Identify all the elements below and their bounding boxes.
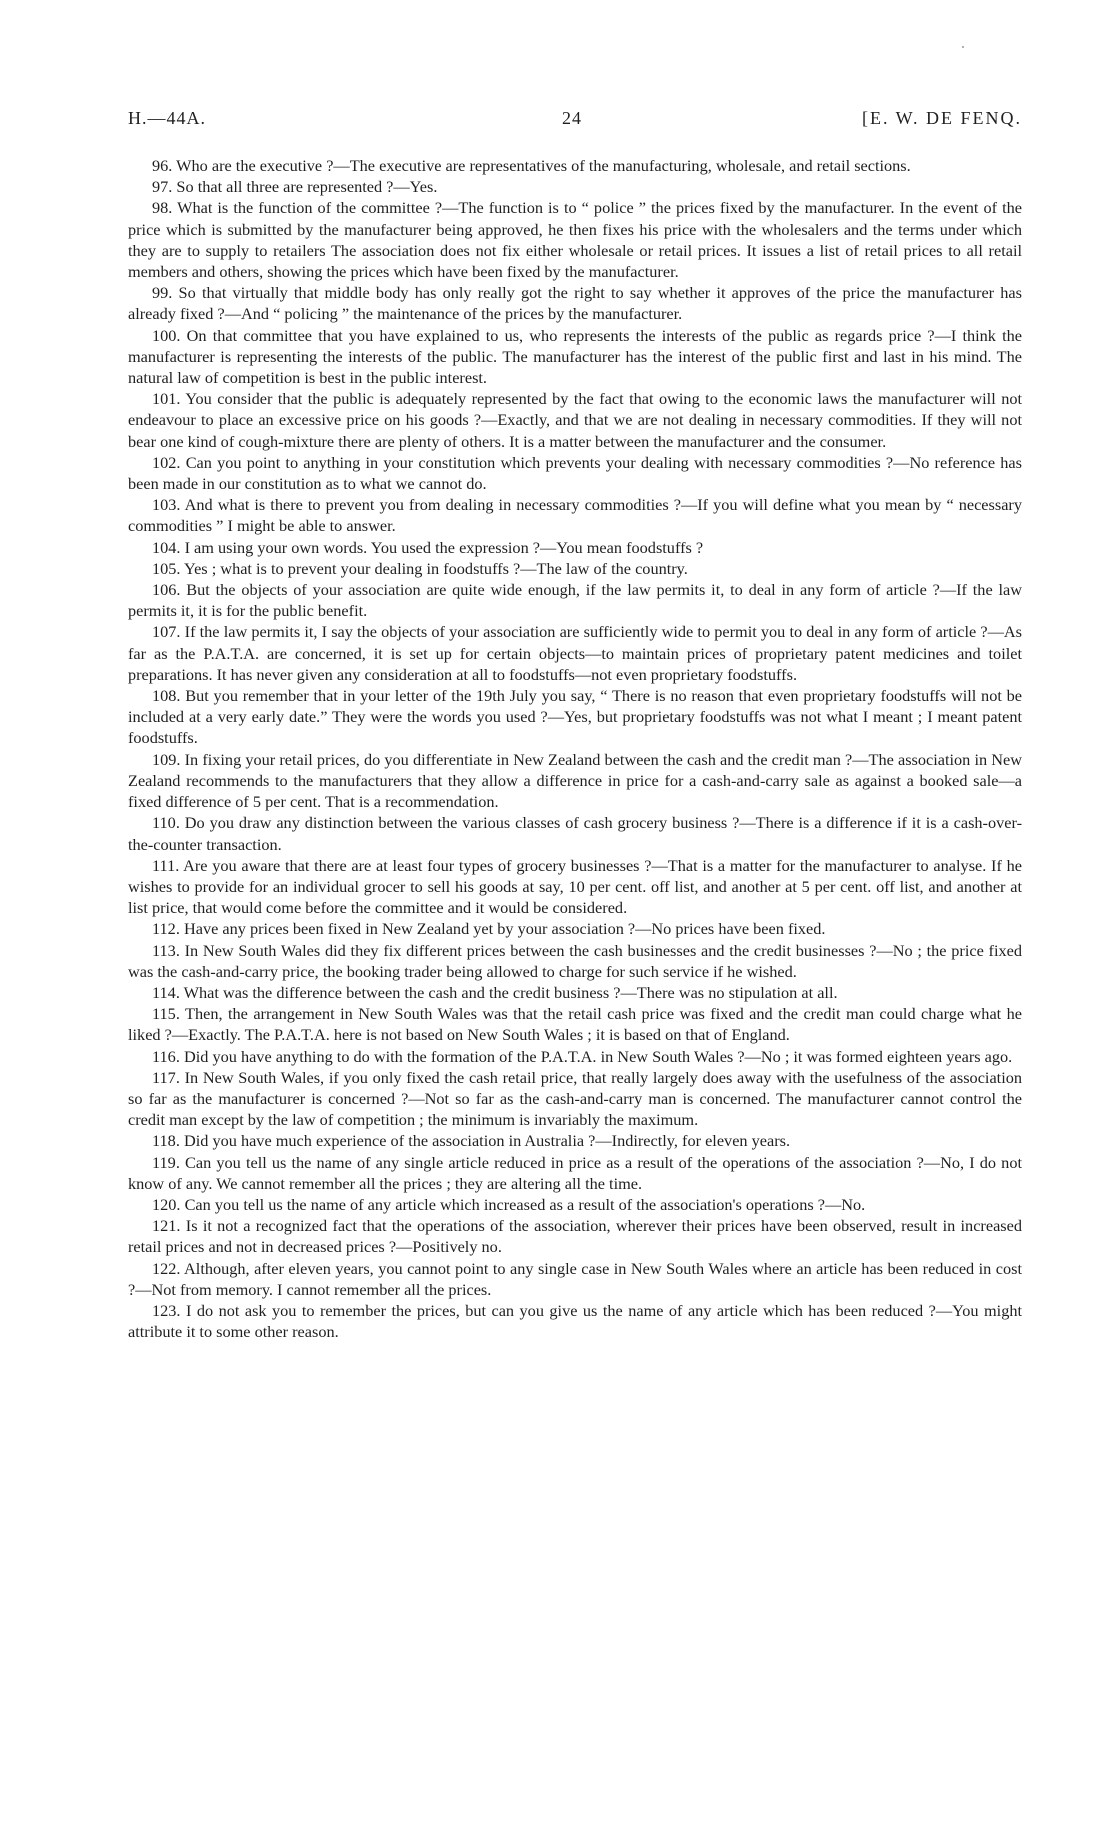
question-102: 102. Can you point to anything in your constitution which prevents your dealing with necessary commodities ?—No reference has been made in our constitution as to what we cannot do.	[128, 452, 1022, 494]
question-100: 100. On that committee that you have explained to us, who represents the interests of the public as regards price ?—I think the manufacturer is representing the interests of the public. The manufacturer has the interest of the public first and last in his mind. The natural law of competition is best in the public interest.	[128, 325, 1022, 388]
question-119: 119. Can you tell us the name of any single article reduced in price as a result of the operations of the association ?—No, I do not know of any. We cannot remember all the prices ; they are altering all the time.	[128, 1152, 1022, 1193]
question-112: 112. Have any prices been fixed in New Zealand yet by your association ?—No prices have been fixed.	[152, 919, 826, 939]
question-121: 121. Is it not a recognized fact that the operations of the association, wherever their prices have been observed, result in increased retail prices and not in decreased prices ?—Positively no.	[128, 1216, 1022, 1257]
paper-speck	[962, 46, 964, 48]
question-115: 115. Then, the arrangement in New South Wales was that the retail cash price was fixed and the credit man could charge what he liked ?—Exactly. The P.A.T.A. here is not based on New South Wales ; it is based on that of England.	[128, 1004, 1022, 1045]
document-page	[128, 108, 1022, 1342]
question-109: 109. In fixing your retail prices, do you differentiate in New Zealand between the cash and the credit man ?—The association in New Zealand recommends to the manufacturers that they allow a difference in price for a cash-and-carry sale as against a booked sale—a fixed difference of 5 per cent. That is a recommendation.	[128, 749, 1022, 812]
question-97: 97. So that all three are represented ?—Yes.	[152, 177, 438, 197]
question-105: 105. Yes ; what is to prevent your dealing in foodstuffs ?—The law of the country.	[152, 558, 688, 578]
question-117: 117. In New South Wales, if you only fixed the cash retail price, that really largely does away with the usefulness of the association so far as the manufacturer is concerned ?—Not so far as the cash-and-carry man is concerned. The manufacturer cannot control the credit man except by the law of competition ; the minimum is invariably the maximum.	[128, 1067, 1022, 1130]
question-114: 114. What was the difference between the cash and the credit business ?—There was no stipulation at all.	[152, 982, 838, 1002]
question-107: 107. If the law permits it, I say the objects of your association are sufficiently wide to permit you to deal in any form of article ?—As far as the P.A.T.A. are concerned, it is set up for certain objects—to maintain prices of proprietary patent medicines and toilet preparations. It has never given any consideration at all to foodstuffs—not even proprietary foodstuffs.	[128, 622, 1022, 684]
question-110: 110. Do you draw any distinction between the various classes of cash grocery business ?—There is a difference if it is a cash-over-the-counter transaction.	[128, 813, 1022, 854]
page-number: 24	[562, 108, 582, 128]
question-106: 106. But the objects of your association are quite wide enough, if the law permits it, to deal in any form of article ?—If the law permits it, it is for the public benefit.	[128, 580, 1022, 621]
question-103: 103. And what is there to prevent you from dealing in necessary commodities ?—If you will define what you mean by “ necessary commodities ” I might be able to answer.	[128, 495, 1022, 536]
question-96: 96. Who are the executive ?—The executive are representatives of the manufacturing, wholesale, and retail sections.	[152, 156, 911, 175]
question-122: 122. Although, after eleven years, you cannot point to any single case in New South Wales where an article has been reduced in cost ?—Not from memory. I cannot remember all the prices.	[128, 1258, 1022, 1299]
page-header	[128, 108, 1022, 138]
question-98: 98. What is the function of the committee ?—The function is to “ police ” the prices fixed by the manufacturer. In the event of the price which is submitted by the manufacturer being approved, he then fixes his price with the wholesalers and the terms under which they are to supply to retailers The association does not fix either wholesale or retail prices. It issues a list of retail prices to all retail members and others, showing the prices which have been fixed by the manufacturer.	[128, 198, 1022, 282]
question-116: 116. Did you have anything to do with the formation of the P.A.T.A. in New South Wales ?—No ; it was formed eighteen years ago.	[152, 1046, 1013, 1066]
question-104: 104. I am using your own words. You used the expression ?—You mean foodstuffs ?	[152, 537, 704, 557]
question-111: 111. Are you aware that there are at least four types of grocery businesses ?—That is a matter for the manufacturer to analyse. If he wishes to provide for an individual grocer to sell his goods at say, 10 per cent. off list, and another at 5 per cent. off list, and another at list price, that would come before the committee and it would be considered.	[128, 855, 1022, 918]
question-101: 101. You consider that the public is adequately represented by the fact that owing to the economic laws the manufacturer will not endeavour to place an excessive price on his goods ?—Exactly, and that we are not dealing in necessary commodities. If they will not bear one kind of cough-mixture there are plenty of others. It is a matter between the manufacturer and the consumer.	[128, 389, 1022, 451]
document-body	[128, 155, 1022, 1342]
question-118: 118. Did you have much experience of the association in Australia ?—Indirectly, for eleven years.	[152, 1131, 791, 1151]
document-reference: H.—44A.	[128, 108, 206, 128]
question-108: 108. But you remember that in your letter of the 19th July you say, “ There is no reason that even proprietary foodstuffs will not be included at a very early date.” They were the words you used ?—Yes, but proprietary foodstuffs was not what I meant ; I meant patent foodstuffs.	[128, 686, 1022, 748]
question-123: 123. I do not ask you to remember the prices, but can you give us the name of any article which has been reduced ?—You might attribute it to some other reason.	[128, 1300, 1022, 1342]
question-113: 113. In New South Wales did they fix different prices between the cash businesses and the credit businesses ?—No ; the price fixed was the cash-and-carry price, the booking trader being allowed to charge for such service if he wished.	[128, 940, 1022, 981]
question-120: 120. Can you tell us the name of any article which increased as a result of the association's operations ?—No.	[152, 1194, 866, 1214]
witness-name: [E. W. DE FENQ.	[862, 108, 1022, 128]
question-99: 99. So that virtually that middle body has only really got the right to say whether it approves of the price the manufacturer has already fixed ?—And “ policing ” the maintenance of the prices by the manufacturer.	[128, 283, 1022, 324]
